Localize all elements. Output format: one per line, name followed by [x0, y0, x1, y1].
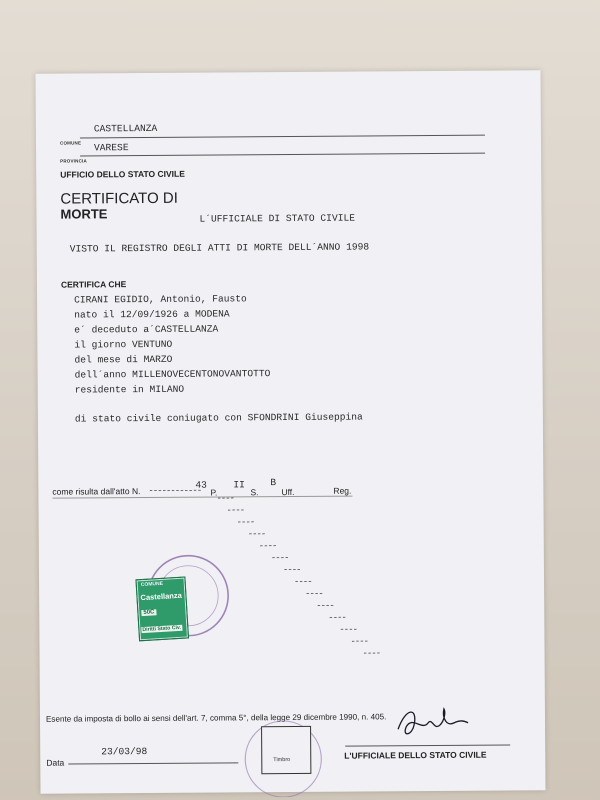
- esente-bollo-note: Esente da imposta di bollo ai sensi dell'art. 7, comma 5°, della legge 29 dicembre 1990, n. 405.: [45, 712, 387, 724]
- cancellation-dash: ----: [328, 612, 346, 623]
- data-rule: [68, 762, 238, 764]
- body-line-month: del mese di MARZO: [74, 353, 173, 366]
- official-signature: [392, 699, 472, 746]
- provincia-value: VARESE: [93, 142, 129, 154]
- body-line-day: il giorno VENTUNO: [74, 338, 173, 351]
- atto-reg-label: Reg.: [333, 485, 352, 496]
- body-line-birth: nato il 12/09/1926 a MODENA: [74, 308, 230, 321]
- cancellation-dash: ----: [247, 529, 266, 540]
- atto-parte: II: [233, 479, 245, 491]
- comune-value: CASTELLANZA: [93, 122, 158, 135]
- cancellation-dash: ----: [270, 553, 289, 564]
- cancellation-dash: ----: [258, 541, 277, 552]
- cancellation-dash: ----: [294, 576, 312, 587]
- cancellation-dash: ----: [226, 505, 245, 516]
- cancellation-dash: ----: [362, 648, 381, 659]
- body-line-name: CIRANI EGIDIO, Antonio, Fausto: [74, 293, 247, 306]
- provincia-label: PROVINCIA: [60, 158, 87, 164]
- certificate-title-line1: CERTIFICATO DI: [60, 189, 178, 208]
- body-line-year: dell´anno MILLENOVECENTONOVANTOTTO: [74, 368, 271, 381]
- ufficio-heading: UFFICIO DELLO STATO CIVILE: [60, 168, 185, 180]
- certifica-che-label: CERTIFICA CHE: [60, 279, 127, 290]
- body-line-residence: residente in MILANO: [74, 383, 185, 396]
- atto-parte-label: P.: [210, 487, 218, 498]
- atto-dash-leader: ------------: [148, 485, 202, 496]
- revenue-stamp: [135, 576, 189, 641]
- cancellation-dash: ----: [216, 493, 235, 504]
- provincia-rule: [80, 153, 485, 157]
- cancellation-dash: ----: [236, 517, 255, 528]
- cancellation-dash: ----: [305, 588, 323, 599]
- cancellation-dash: ----: [316, 600, 334, 611]
- atto-serie: B: [270, 477, 277, 489]
- atto-uff-label: Uff.: [281, 486, 295, 498]
- timbro-label: Timbro: [273, 757, 291, 764]
- data-label: Data: [46, 757, 65, 768]
- atto-numero: 43: [195, 479, 207, 491]
- stamp-caption: Diritti Stato Civ.: [142, 624, 182, 634]
- visto-registro-line: VISTO IL REGISTRO DEGLI ATTI DI MORTE DELL´ANNO 1998: [69, 241, 370, 255]
- data-value: 23/03/98: [101, 746, 148, 758]
- stamp-name: Castellanza: [140, 590, 183, 603]
- body-line-death-place: e´ deceduto a´CASTELLANZA: [74, 323, 219, 336]
- cancellation-dash: ----: [350, 636, 369, 647]
- ufficiale-heading: L´UFFICIALE DI STATO CIVILE: [199, 212, 355, 225]
- death-certificate-document: [35, 70, 545, 794]
- atto-serie-label: S.: [250, 487, 259, 498]
- stamp-value: 50C: [143, 609, 155, 617]
- stamp-top-text: COMUNE: [140, 580, 164, 589]
- atto-label: come risulta dall'atto N.: [52, 486, 141, 497]
- signature-rule: [345, 744, 510, 746]
- comune-rule: [80, 135, 485, 139]
- ufficiale-signature-label: L'UFFICIALE DELLO STATO CIVILE: [344, 749, 487, 761]
- cancellation-dash: ----: [282, 564, 301, 576]
- timbro-box: [261, 726, 311, 774]
- stato-civile-line: di stato civile coniugato con SFONDRINI Giuseppina: [74, 411, 363, 425]
- cancellation-dash: ----: [339, 624, 358, 635]
- certificate-title-line2: MORTE: [60, 206, 108, 222]
- comune-label: COMUNE: [59, 140, 82, 146]
